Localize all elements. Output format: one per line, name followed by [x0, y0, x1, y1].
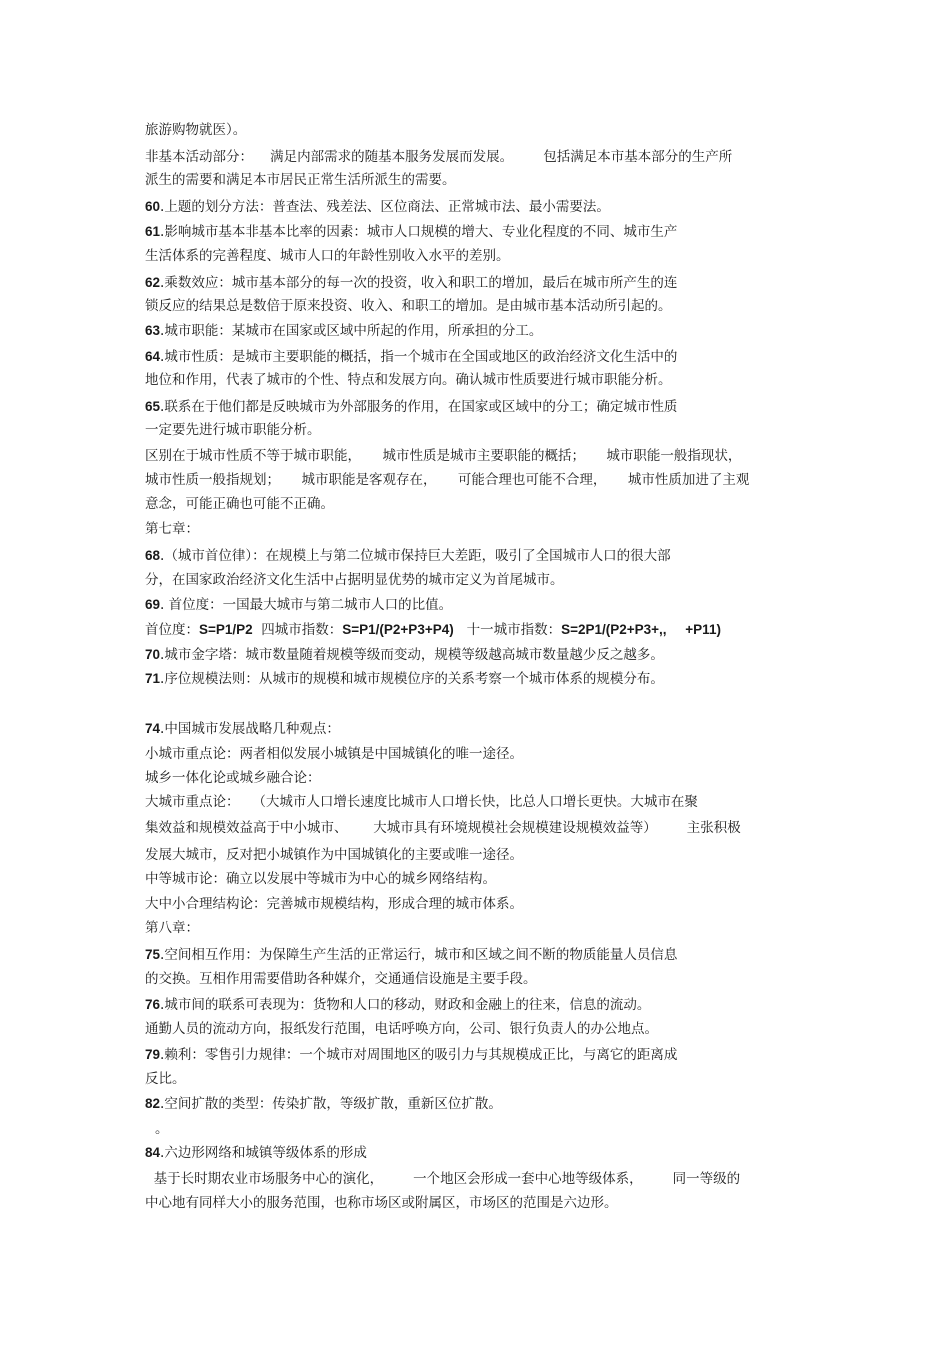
numbered-item: 75.空间相互作用：为保障生产生活的正常运行，城市和区域之间不断的物质能量人员信息 — [145, 947, 678, 963]
numbered-item: 61.影响城市基本非基本比率的因素：城市人口规模的增大、专业化程度的不同、城市生产 — [145, 224, 678, 240]
text-line: 区别在于城市性质不等于城市职能， 城市性质是城市主要职能的概括； 城市职能一般指现状， — [145, 448, 742, 464]
text-line: 城乡一体化论或城乡融合论： — [145, 770, 321, 786]
item-number: 79 — [145, 1047, 161, 1062]
text-line: 大城市重点论： （大城市人口增长速度比城市人口增长快，比总人口增长更快。大城市在聚 — [145, 794, 698, 810]
text-line: 意念，可能正确也可能不正确。 — [145, 496, 334, 512]
text-line: 中等城市论：确立以发展中等城市为中心的城乡网络结构。 — [145, 871, 496, 887]
item-number: 69 — [145, 597, 161, 612]
item-number: 84 — [145, 1145, 161, 1160]
numbered-item: 76.城市间的联系可表现为：货物和人口的移动，财政和金融上的往来，信息的流动。 — [145, 997, 651, 1013]
text-line: 一定要先进行城市职能分析。 — [145, 422, 321, 438]
formula: S=P1/P2 — [199, 622, 253, 637]
text-line: 小城市重点论：两者相似发展小城镇是中国城镇化的唯一途径。 — [145, 746, 523, 762]
numbered-item: 60.上题的划分方法：普查法、残差法、区位商法、正常城市法、最小需要法。 — [145, 199, 610, 215]
text-line: 派生的需要和满足本市居民正常生活所派生的需要。 — [145, 172, 456, 188]
text-line: 基于长时期农业市场服务中心的演化， 一个地区会形成一套中心地等级体系， 同一等级的 — [145, 1171, 741, 1187]
item-number: 76 — [145, 997, 161, 1012]
text-line: 生活体系的完善程度、城市人口的年龄性别收入水平的差别。 — [145, 248, 510, 264]
text-line: 旅游购物就医）。 — [145, 122, 247, 138]
text-line: 地位和作用，代表了城市的个性、特点和发展方向。确认城市性质要进行城市职能分析。 — [145, 372, 672, 388]
chapter-heading: 第八章： — [145, 920, 199, 936]
text-line: 中心地有同样大小的服务范围，也称市场区或附属区，市场区的范围是六边形。 — [145, 1195, 618, 1211]
text-line: 反比。 — [145, 1071, 186, 1087]
item-number: 64 — [145, 349, 161, 364]
numbered-item: 82.空间扩散的类型：传染扩散，等级扩散，重新区位扩散。 — [145, 1096, 502, 1112]
text-line: 。 — [155, 1121, 169, 1137]
item-number: 62 — [145, 275, 161, 290]
numbered-item: 63.城市职能：某城市在国家或区域中所起的作用，所承担的分工。 — [145, 323, 543, 339]
formula-line: 首位度：S=P1/P2 四城市指数：S=P1/(P2+P3+P4) 十一城市指数：S=2P1/(P2+P3+,, +P11) — [145, 622, 721, 638]
numbered-item: 70.城市金字塔：城市数量随着规模等级而变动，规模等级越高城市数量越少反之越多。 — [145, 647, 664, 663]
chapter-heading: 第七章： — [145, 521, 199, 537]
text-line: 城市性质一般指规划； 城市职能是客观存在， 可能合理也可能不合理， 城市性质加进了主观 — [145, 472, 750, 488]
numbered-item: 71.序位规模法则：从城市的规模和城市规模位序的关系考察一个城市体系的规模分布。 — [145, 671, 664, 687]
numbered-item: 62.乘数效应：城市基本部分的每一次的投资，收入和职工的增加，最后在城市所产生的连 — [145, 275, 678, 291]
numbered-item: 79.赖利：零售引力规律：一个城市对周围地区的吸引力与其规模成正比，与离它的距离成 — [145, 1047, 678, 1063]
text-line: 锁反应的结果总是数倍于原来投资、收入、和职工的增加。是由城市基本活动所引起的。 — [145, 298, 672, 314]
item-number: 65 — [145, 399, 161, 414]
formula: S=P1/(P2+P3+P4) — [342, 622, 454, 637]
item-number: 75 — [145, 947, 161, 962]
numbered-item: 84.六边形网络和城镇等级体系的形成 — [145, 1145, 367, 1161]
item-number: 60 — [145, 199, 161, 214]
numbered-item: 74.中国城市发展战略几种观点： — [145, 721, 340, 737]
numbered-item: 68.（城市首位律）：在规模上与第二位城市保持巨大差距，吸引了全国城市人口的很大部 — [145, 548, 671, 564]
item-number: 74 — [145, 721, 161, 736]
item-number: 63 — [145, 323, 161, 338]
formula: S=2P1/(P2+P3+,, +P11) — [561, 622, 721, 637]
text-line: 集效益和规模效益高于中小城市、 大城市具有环境规模社会规模建设规模效益等） 主张积极 — [145, 820, 741, 836]
text-line: 分，在国家政治经济文化生活中占据明显优势的城市定义为首尾城市。 — [145, 572, 564, 588]
item-number: 70 — [145, 647, 161, 662]
text-line: 发展大城市，反对把小城镇作为中国城镇化的主要或唯一途径。 — [145, 847, 523, 863]
numbered-item: 69. 首位度：一国最大城市与第二城市人口的比值。 — [145, 597, 453, 613]
text-line: 的交换。互相作用需要借助各种媒介，交通通信设施是主要手段。 — [145, 971, 537, 987]
item-number: 82 — [145, 1096, 161, 1111]
numbered-item: 64.城市性质：是城市主要职能的概括，指一个城市在全国或地区的政治经济文化生活中的 — [145, 349, 678, 365]
text-line: 非基本活动部分： 满足内部需求的随基本服务发展而发展。 包括满足本市基本部分的生产所 — [145, 149, 733, 165]
item-number: 71 — [145, 671, 161, 686]
item-number: 68 — [145, 548, 161, 563]
item-number: 61 — [145, 224, 161, 239]
numbered-item: 65.联系在于他们都是反映城市为外部服务的作用，在国家或区域中的分工；确定城市性质 — [145, 399, 678, 415]
text-line: 通勤人员的流动方向，报纸发行范围，电话呼唤方向，公司、银行负责人的办公地点。 — [145, 1021, 658, 1037]
text-line: 大中小合理结构论：完善城市规模结构，形成合理的城市体系。 — [145, 896, 523, 912]
